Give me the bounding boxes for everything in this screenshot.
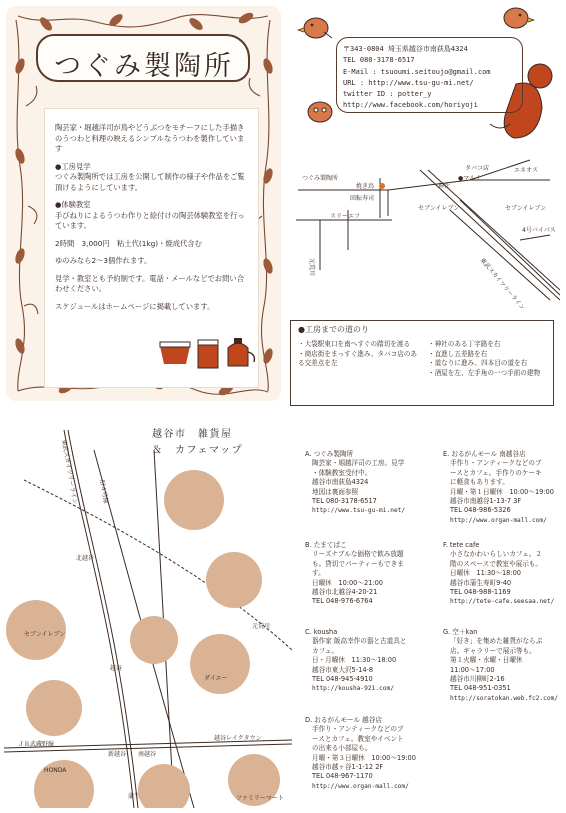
shop-g-line: 「好き」を集めた雑貨がならぶ [450, 637, 543, 646]
pottery-illustration [158, 332, 258, 376]
map-title-line2: ＆ カフェマップ [152, 445, 244, 456]
shop-b-line: す。 [312, 569, 325, 578]
bird-right-icon [504, 8, 534, 28]
shop-g-line: 越谷市川柳町2-16 [450, 675, 505, 684]
access-title: ●工房までの道のり [298, 325, 369, 334]
address-postal: 〒343-0804 埼玉県越谷市南荻島4324 [343, 45, 468, 53]
shop-f-line: 小さなかわいらしいカフェ。２ [450, 550, 542, 559]
shop-a-name: A. つぐみ製陶所 [305, 450, 354, 458]
address-twitter[interactable]: twitter ID : potter_y [343, 90, 432, 99]
map-label-minamikoshigaya: 南越谷 [138, 751, 157, 758]
map-label-seven: セブンイレブン [24, 631, 66, 638]
map-label-motoarakawa: 元荒川 [308, 258, 315, 277]
map-title-line1: 越谷市 雑貨屋 [152, 429, 233, 440]
map-label-kaiten: 回転寿司 [350, 195, 375, 202]
shop-c-url[interactable]: http://kousha-921.com/ [312, 685, 394, 693]
address-email[interactable]: E-Mail : tsuoumi.seitoujo@gmail.com [343, 67, 491, 76]
kobo-text: つぐみ製陶所では工房を公開して制作の様子や作品をご覧頂けるようにしています。 [55, 172, 245, 192]
shop-d-line: TEL 048-967-1170 [312, 772, 373, 781]
shop-e [443, 450, 563, 525]
fee-note: ゆのみなら2～3個作れます。 [55, 256, 152, 265]
access-steps-right: ・神社のある丁字路を右 ・直進し五差路を右 ・道なりに進み、四本目の道を右 ・酒屋を左、左手角の一つ手前の建物 [428, 340, 541, 377]
map-label-bypass: 4号バイパス [522, 227, 556, 234]
address-facebook[interactable]: http://www.facebook.com/horiyoji [343, 101, 478, 110]
map-label-jinja: 神社 [438, 183, 451, 190]
map-title [152, 427, 243, 459]
shop-b [305, 541, 435, 607]
intro-text: 陶芸家・堀越洋司が鳥やどうぶつをモチーフにした手描きのうつわと料理の映えるシンプルなうつわを製作しています [55, 123, 245, 153]
map-label-motoarakawa: 元荒川 [252, 623, 271, 630]
bird-left-icon [298, 18, 332, 38]
map-circle-h [138, 764, 190, 808]
address-url[interactable]: URL : http://www.tsu-gu-mi.net/ [343, 78, 474, 87]
shop-b-line: リーズナブルな価格で飲み放題 [312, 550, 404, 559]
access-steps-left: ・大袋駅東口を南へすぐの踏切を渡る ・商店街をまっすぐ進み、タバコ店のある交差点を左 [298, 340, 418, 368]
shop-b-line: 越谷市北越谷4-20-21 [312, 588, 378, 597]
map-label-lake: 越谷レイクタウン [214, 735, 262, 742]
map-label-gamo: 蒲生 [128, 793, 141, 800]
shop-a-line: 越谷市南荻島4324 [312, 478, 369, 487]
map-label-yakitori: 焼き鳥 [356, 183, 375, 190]
page-title: つぐみ製陶所 [54, 51, 234, 82]
shop-map [4, 420, 292, 808]
shop-d-line: 月曜・第３日曜休 10:00～19:00 [312, 753, 416, 762]
map-label-tabako: タバコ店 [465, 165, 489, 172]
shop-c-line: TEL 048-945-4910 [312, 675, 373, 684]
shop-f-name: F. tete cafe [443, 541, 480, 549]
map-label-jr: ＪＲ武蔵野線 [18, 741, 55, 748]
address-tel: TEL 080-3178-6517 [343, 56, 415, 65]
shop-d-line: 越谷市越ヶ谷1-1-12 2F [312, 763, 384, 772]
kobo-heading: ●工房見学 [55, 161, 91, 171]
shop-e-line: に軽食もあります。 [450, 478, 509, 487]
owl-icon [308, 102, 332, 122]
map-label-kitakoshigaya: 北越谷 [76, 555, 95, 562]
tsugumi-marker-icon [379, 183, 385, 189]
shop-c-name: C. kousha [305, 628, 338, 636]
shop-e-line: 月曜・第１日曜休 10:00～19:00 [450, 487, 554, 496]
shop-f-line: TEL 048-988-1169 [450, 588, 511, 597]
shop-g-line: 店。ギャラリーで展示等も。 [450, 646, 536, 655]
shop-g-url[interactable]: http://soratokan.web.fc2.com/ [450, 694, 559, 702]
shop-e-line: ースとカフェ。手作りのケーキ [450, 468, 542, 477]
shop-f-url[interactable]: http://tete-cafe.seesaa.net/ [450, 598, 555, 606]
shop-d [305, 716, 445, 791]
map-circle-a [164, 470, 224, 530]
reservation-text: 見学・教室とも予約制です。電話・メールなどでお問い合わせください。 [55, 273, 244, 293]
map-label-threef: スリーエフ [330, 213, 361, 220]
map-label-daiei: ダイエー [204, 675, 228, 682]
shop-f-line: 越谷市蒲生寿町9-40 [450, 578, 512, 587]
map-label-tobu-line: 東武スカイツリーライン [60, 439, 79, 505]
map-label-family: ファミリーマート [236, 795, 284, 802]
shop-a-line: ・体験教室受付中。 [312, 468, 372, 477]
map-label-honda: HONDA [44, 767, 67, 774]
map-label-shinkoshigaya: 新越谷 [108, 751, 127, 758]
class-text: 手びねりによるうつわ作りと絵付けの陶芸体験教室を行っています。 [55, 210, 245, 230]
shop-e-line: 越谷市南越谷1-13-7 3F [450, 497, 522, 506]
map-label-seven-right: セブンイレブン [505, 205, 547, 212]
shop-c-line: 日・月曜休 11:30～18:00 [312, 656, 397, 665]
fee-text: 2時間 3,000円 粘土代(1kg)・焼成代含む [55, 238, 202, 248]
class-heading: ●体験教室 [55, 200, 91, 209]
map-circle-f [26, 680, 82, 736]
map-circle-c [6, 600, 66, 660]
shop-c-line: カフェ。 [312, 646, 339, 655]
shop-e-line: TEL 048-986-5326 [450, 506, 511, 515]
map-label-seven-left: セブンイレブン [418, 205, 460, 212]
map-label-eneos: エネオス [514, 167, 538, 174]
shop-g [443, 628, 563, 703]
map-circle-d [190, 634, 250, 694]
map-circle-b [206, 552, 262, 608]
shop-e-name: E. おるがんモール 南越谷店 [443, 450, 526, 458]
shop-a [305, 450, 435, 516]
shop-a-line: 陶芸家・堀越洋司の工房。見学 [312, 459, 405, 468]
shop-d-line: の出来る小部屋も。 [312, 744, 372, 753]
shop-a-line: TEL 080-3178-6517 [312, 497, 377, 506]
map-label-marui: ●マルイ [458, 175, 481, 182]
shop-b-line: 日曜休 10:00～21:00 [312, 578, 383, 587]
map-label-route4: 旧４号線 [98, 479, 110, 504]
shop-e-line: 手作り・アンティークなどのブ [450, 459, 542, 468]
shop-b-name: B. たまてばこ [305, 541, 347, 549]
shop-g-name: G. 空＋kan [443, 628, 478, 636]
map-circle-e [130, 616, 178, 664]
shop-g-line: TEL 048-951-0351 [450, 684, 511, 693]
shop-d-line: ースとカフェ。教室やイベント [312, 734, 404, 743]
shop-f-line: 階のスペースで教室や展示も。 [450, 559, 542, 568]
map-label-koshigaya: 越谷 [110, 665, 123, 672]
shop-a-line: 地図は裏面参照 [312, 487, 359, 496]
address-block [343, 44, 533, 112]
shop-c-line: 越谷市東大沢5-14-8 [312, 665, 374, 674]
shop-d-name: D. おるがんモール 越谷店 [305, 716, 382, 724]
shop-c [305, 628, 435, 694]
map-label-tobu: 東武スカイツリーライン [478, 256, 527, 312]
shop-c-line: 器作家 飯高幸作の器と古道具と [312, 637, 407, 646]
shop-b-line: も。貸切でパーティーもできま [312, 559, 404, 568]
map-label-tsugumi: つぐみ製陶所 [302, 175, 339, 182]
shop-g-line: 11:00～17:00 [450, 665, 495, 674]
shop-a-url[interactable]: http://www.tsu-gu-mi.net/ [312, 507, 406, 515]
shop-f [443, 541, 563, 607]
access-map [290, 150, 560, 315]
schedule-text: スケジュールはホームページに掲載しています。 [55, 301, 215, 311]
shop-f-line: 日曜休 11:30～18:00 [450, 569, 521, 578]
shop-g-line: 第１火曜・水曜・日曜休 [450, 656, 523, 665]
shop-d-url[interactable]: http://www.organ-mall.com/ [312, 782, 409, 790]
shop-d-line: 手作り・アンティークなどのブ [312, 725, 404, 734]
shop-e-url[interactable]: http://www.organ-mall.com/ [450, 516, 547, 524]
shop-b-line: TEL 048-976-6764 [312, 597, 373, 606]
